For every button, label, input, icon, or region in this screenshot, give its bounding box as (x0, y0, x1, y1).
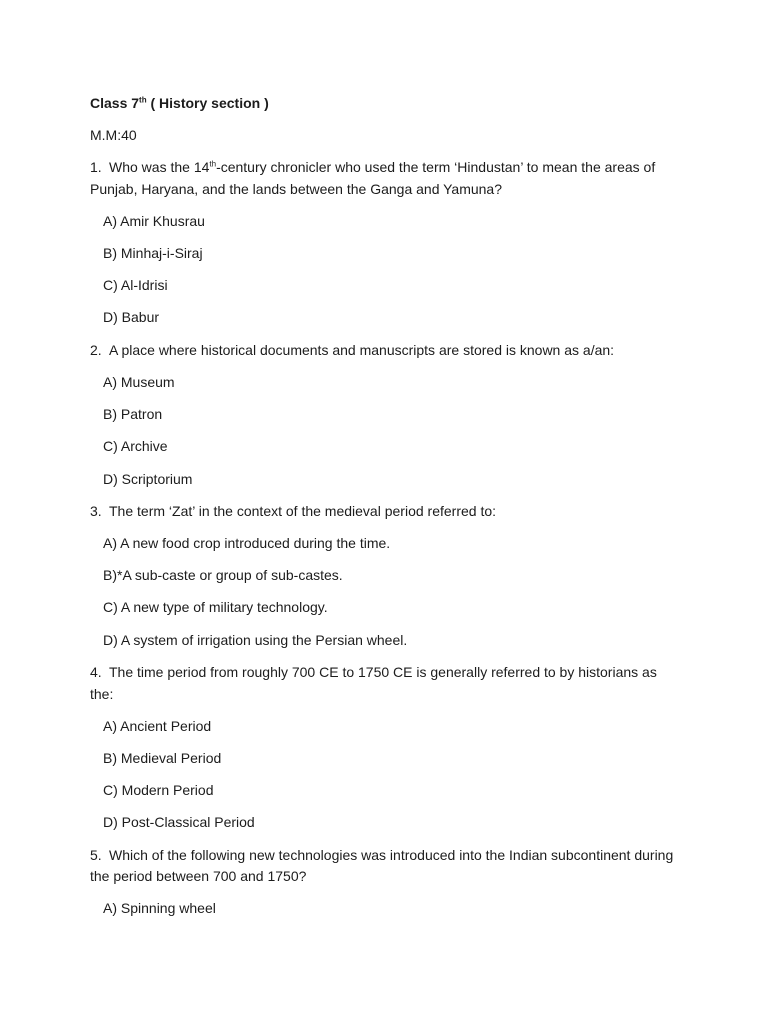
option-4d: D) Post-Classical Period (103, 814, 255, 831)
question-text: A place where historical documents and manuscripts are stored is known as a/an: (109, 341, 615, 358)
question-text: Which of the following new technologies was introduced into the Indian subcontinent during the period between 700 and 1750? (90, 846, 674, 885)
option-1d: D) Babur (103, 309, 160, 326)
question-4 (90, 662, 680, 705)
option-4b: B) Medieval Period (103, 749, 222, 766)
option-4c: C) Modern Period (103, 782, 214, 799)
question-text: The term ‘Zat’ in the context of the medieval period referred to: (109, 502, 497, 519)
option-2c: C) Archive (103, 438, 168, 455)
question-text-superscript: th (209, 159, 217, 169)
question-number: 3. (90, 502, 102, 519)
page-title (90, 93, 680, 115)
question-1 (90, 157, 680, 200)
title-superscript: th (139, 95, 147, 105)
option-3b: B)*A sub-caste or group of sub-castes. (103, 567, 343, 584)
question-2 (90, 340, 680, 362)
option-3d: D) A system of irrigation using the Persian wheel. (103, 631, 408, 648)
option-1b: B) Minhaj-i-Siraj (103, 244, 203, 261)
question-3 (90, 501, 680, 523)
question-number: 4. (90, 664, 102, 681)
option-1a: A) Amir Khusrau (103, 212, 205, 229)
document-page (90, 93, 680, 931)
option-4a: A) Ancient Period (103, 717, 212, 734)
title-prefix: Class 7 (90, 95, 140, 111)
question-text-suffix: -century chronicler who used the term ‘Hindustan’ to mean the areas of Punjab, Haryana, and the lands between the Ganga and Yamuna? (90, 159, 656, 197)
max-marks: M.M:40 (90, 127, 137, 143)
option-2d: D) Scriptorium (103, 470, 193, 487)
option-3c: C) A new type of military technology. (103, 599, 328, 616)
option-2a: A) Museum (103, 373, 175, 390)
question-number: 2. (90, 341, 102, 358)
option-2b: B) Patron (103, 405, 163, 422)
question-5 (90, 845, 680, 888)
option-5a: A) Spinning wheel (103, 900, 216, 917)
question-number: 1. (90, 159, 102, 175)
title-suffix: ( History section ) (146, 95, 269, 111)
option-3a: A) A new food crop introduced during the time. (103, 534, 391, 551)
question-text: The time period from roughly 700 CE to 1750 CE is generally referred to by historians as the: (90, 664, 657, 702)
question-number: 5. (90, 846, 102, 863)
question-text-prefix: Who was the 14 (109, 159, 210, 175)
option-1c: C) Al-Idrisi (103, 277, 168, 294)
